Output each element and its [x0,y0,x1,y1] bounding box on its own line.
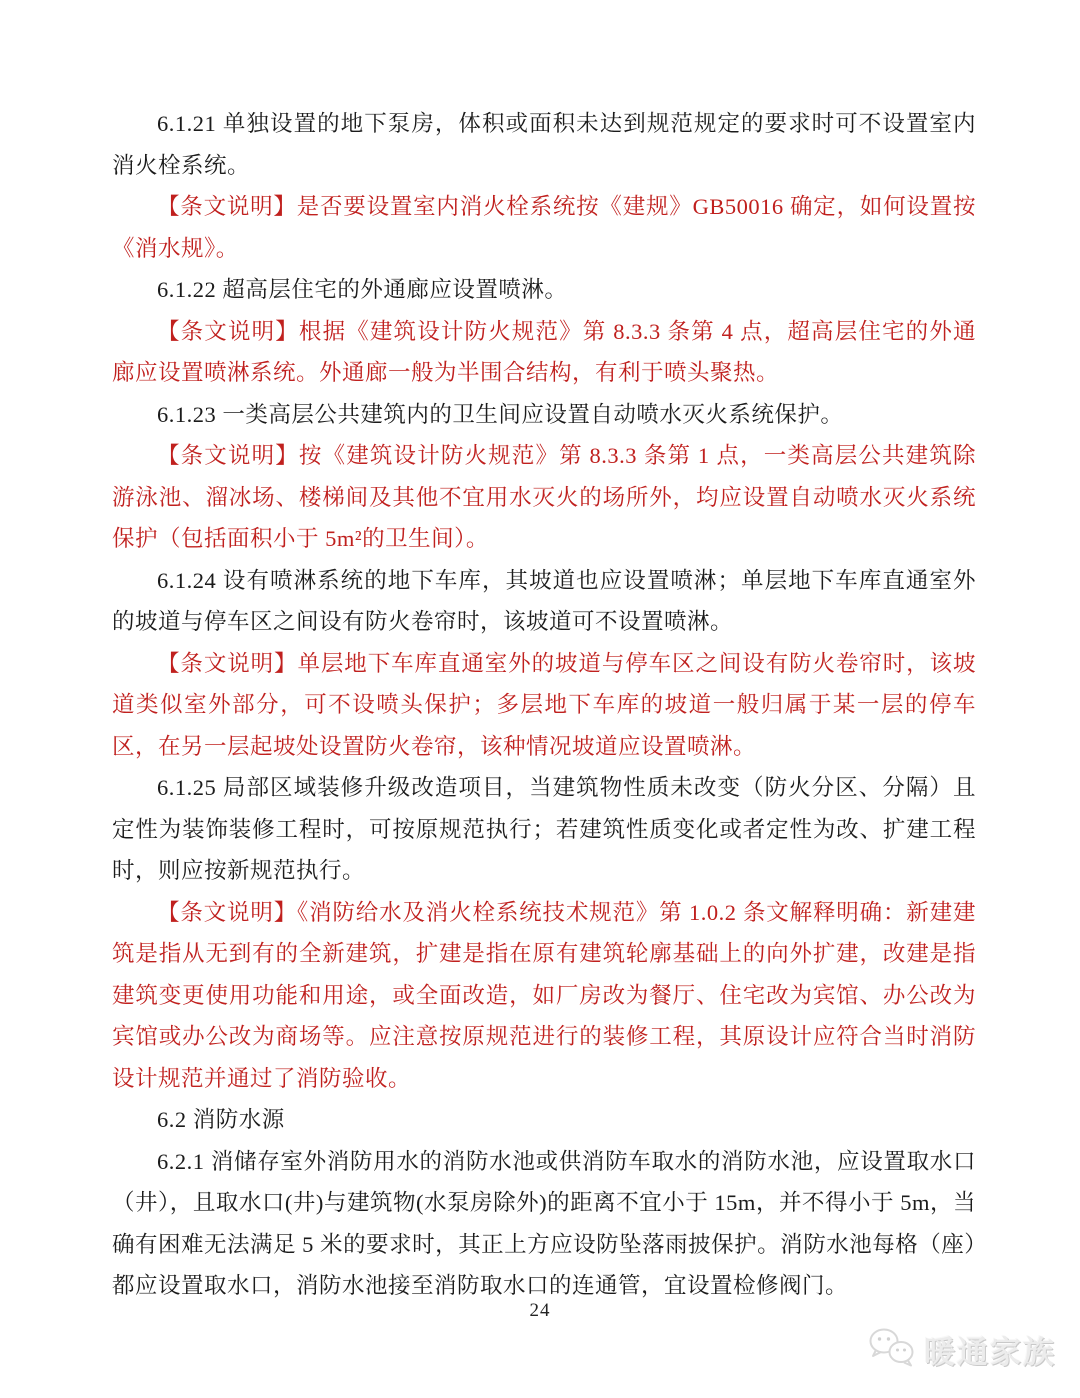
paragraph: 6.1.25 局部区域装修升级改造项目，当建筑物性质未改变（防火分区、分隔）且定性为装饰装修工程时，可按原规范执行；若建筑性质变化或者定性为改、扩建工程时，则应按新规范执行。 [112,775,976,883]
paragraph: 【条文说明】单层地下车库直通室外的坡道与停车区之间设有防火卷帘时，该坡道类似室外部分，可不设喷头保护；多层地下车库的坡道一般归属于某一层的停车区，在另一层起坡处设置防火卷帘，该种情况坡道应设置喷淋。 [112,650,976,759]
watermark [868,1326,1056,1373]
wechat-chat-bubbles-icon [868,1326,916,1373]
paragraph: 6.1.21 单独设置的地下泵房，体积或面积未达到规范规定的要求时可不设置室内消火栓系统。 [112,111,976,178]
paragraph: 【条文说明】是否要设置室内消火栓系统按《建规》GB50016 确定，如何设置按《消水规》。 [112,194,976,261]
paragraph: 【条文说明】《消防给水及消火栓系统技术规范》第 1.0.2 条文解释明确：新建建筑是指从无到有的全新建筑，扩建是指在原有建筑轮廓基础上的向外扩建，改建是指建筑变更使用功能和用途，或全面改造，如厂房改为餐厅、住宅改为宾馆、办公改为宾馆或办公改为商场等。应注意按原规范进行的装修工程，其原设计应符合当时消防设计规范并通过了消防验收。 [112,899,976,1091]
paragraph: 【条文说明】根据《建筑设计防火规范》第 8.3.3 条第 4 点，超高层住宅的外通廊应设置喷淋系统。外通廊一般为半围合结构，有利于喷头聚热。 [112,318,976,385]
watermark-label: 暖通家族 [924,1335,1056,1370]
paragraph: 【条文说明】按《建筑设计防火规范》第 8.3.3 条第 1 点，一类高层公共建筑除游泳池、溜冰场、楼梯间及其他不宜用水灭火的场所外，均应设置自动喷水灭火系统保护（包括面积小于 5m²的卫生间）。 [112,443,976,551]
page-number: 24 [529,1300,551,1321]
paragraph: 6.2 消防水源 [157,1107,285,1132]
paragraph: 6.1.24 设有喷淋系统的地下车库，其坡道也应设置喷淋；单层地下车库直通室外的坡道与停车区之间设有防火卷帘时，该坡道可不设置喷淋。 [112,567,976,634]
paragraph: 6.2.1 消储存室外消防用水的消防水池或供消防车取水的消防水池，应设置取水口（井），且取水口(井)与建筑物(水泵房除外)的距离不宜小于 15m，并不得小于 5m，当确有困难无法满足 5 米的要求时，其正上方应设防坠落雨披保护。消防水池每格（座）都应设置取水口，消防水池接至消防取水口的连通管，宜设置检修阀门。 [112,1148,976,1298]
paragraph: 6.1.22 超高层住宅的外通廊应设置喷淋。 [157,277,568,302]
paragraph: 6.1.23 一类高层公共建筑内的卫生间应设置自动喷水灭火系统保护。 [157,401,844,427]
document-body [112,103,976,1307]
